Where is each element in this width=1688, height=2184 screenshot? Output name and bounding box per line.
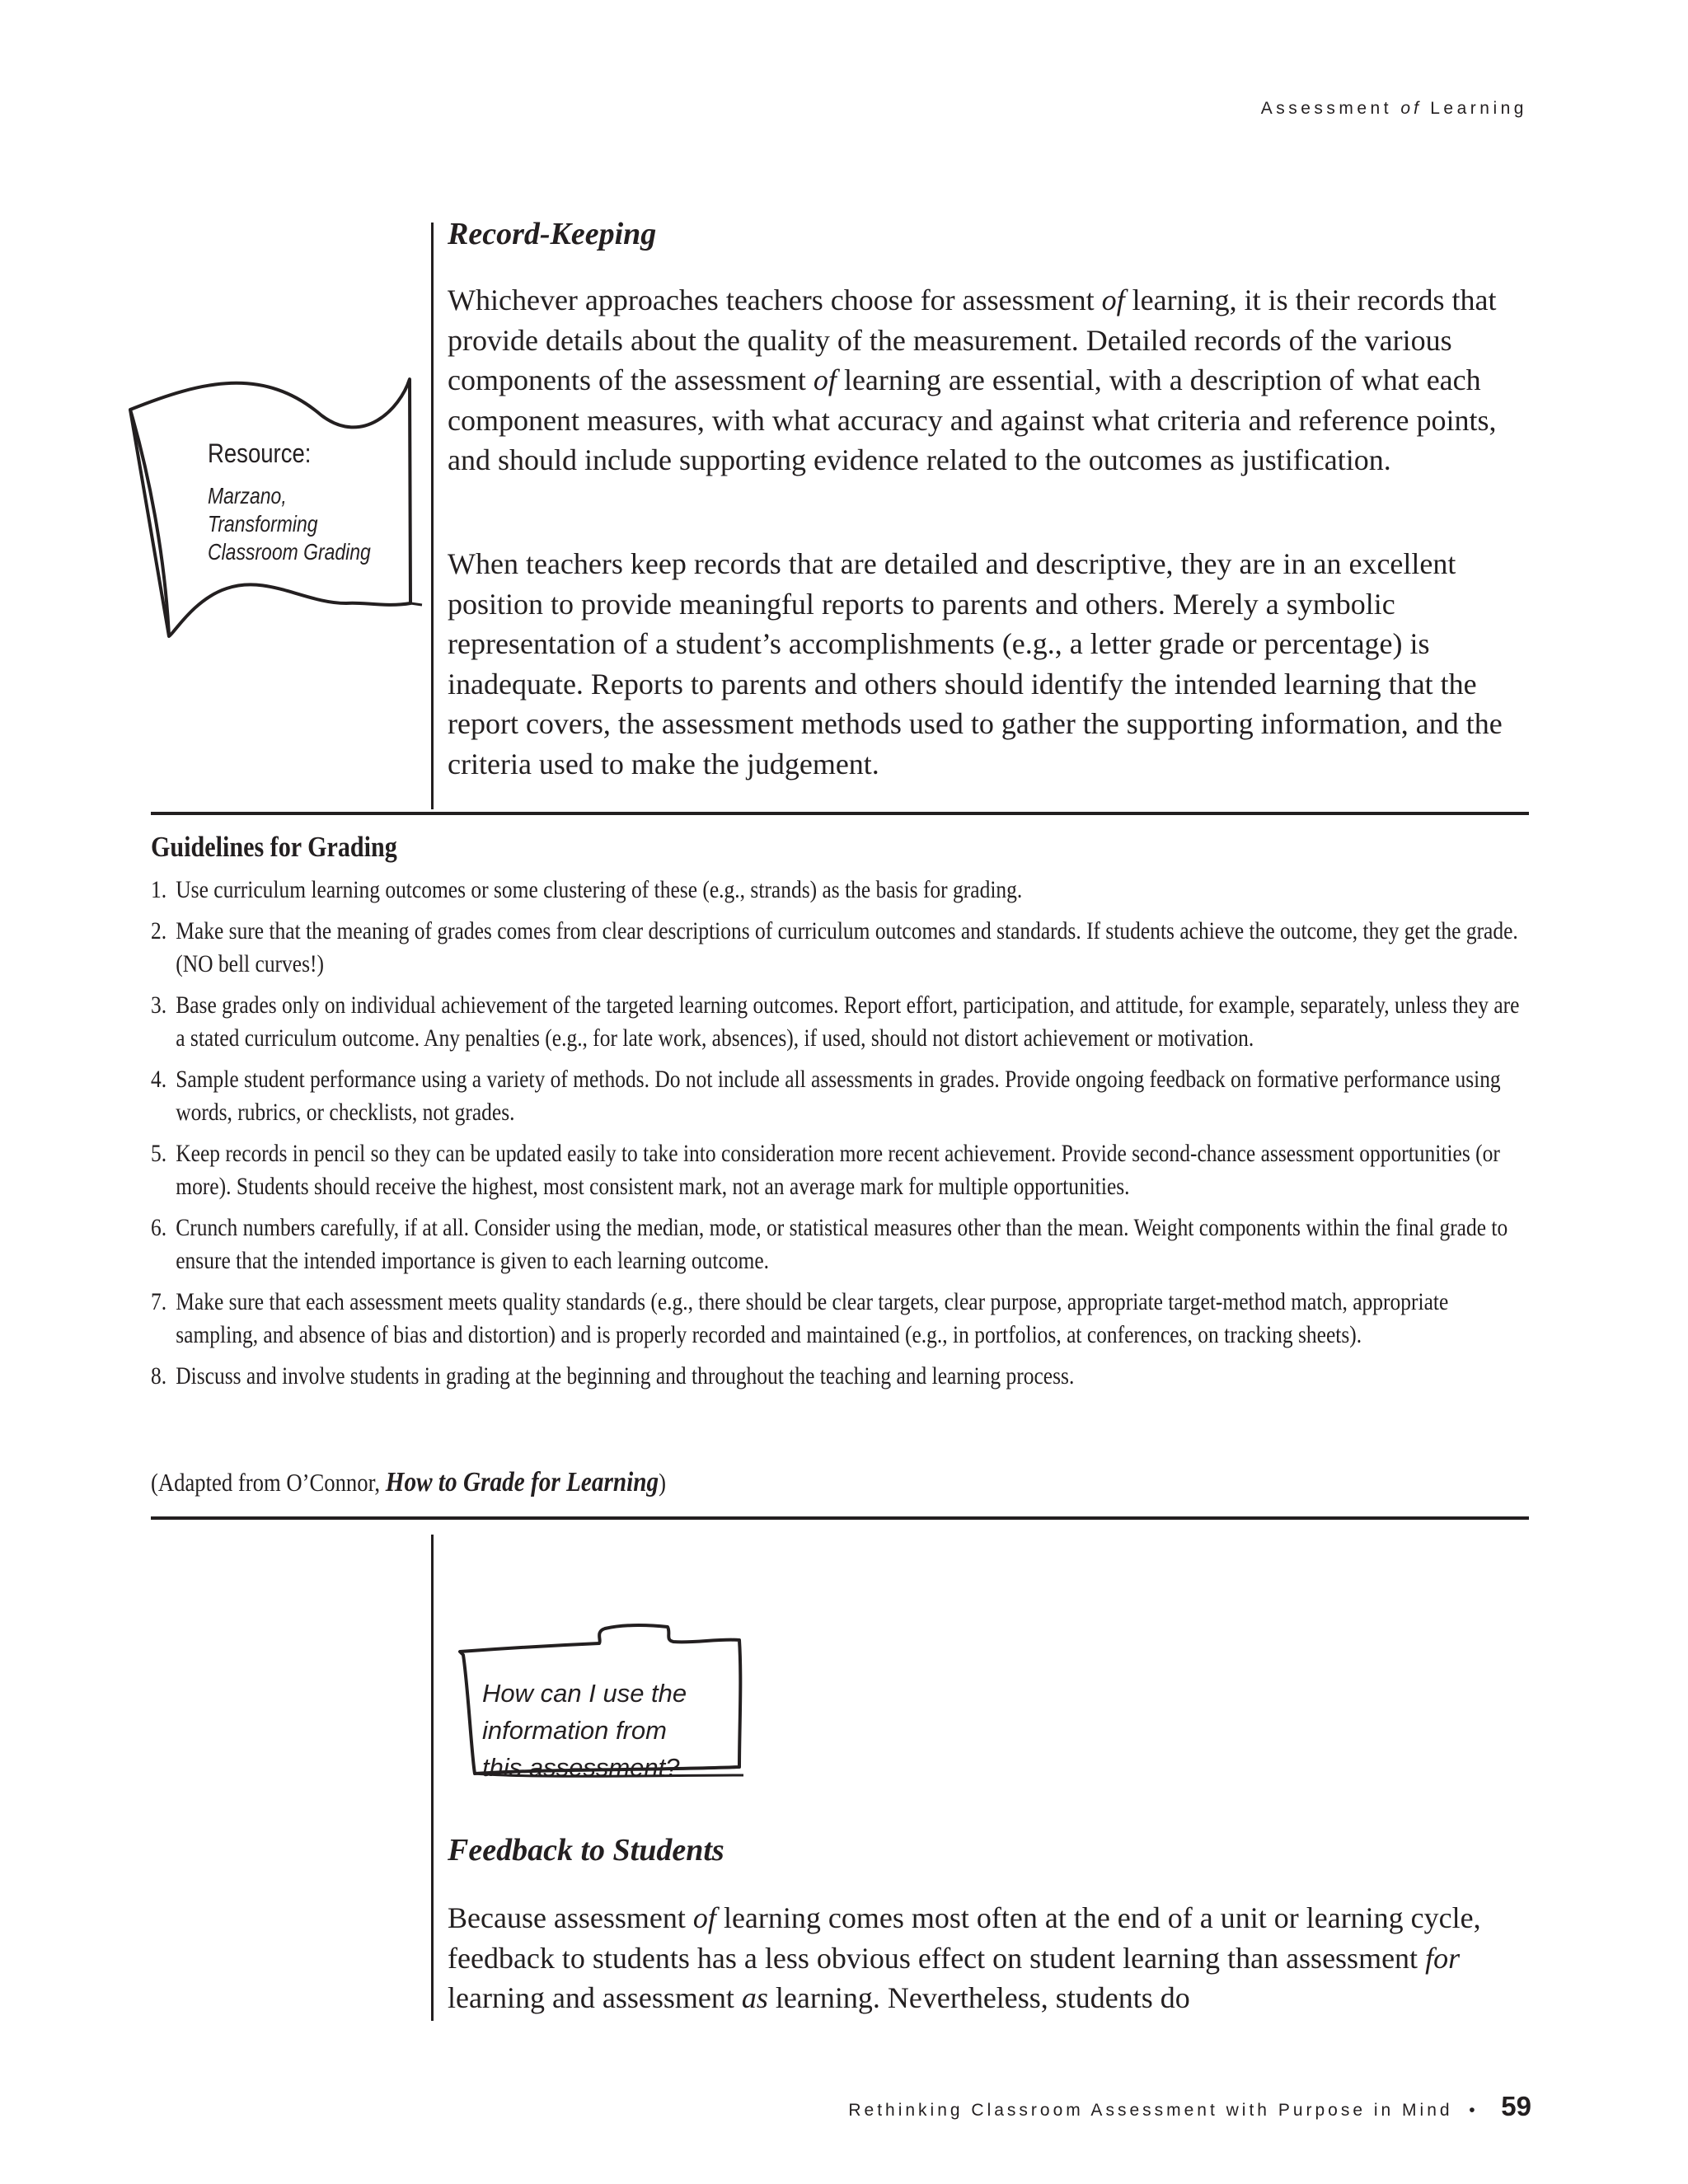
guideline-item: 6. Crunch numbers carefully, if at all. Consider using the median, mode, or statistical measures other than the mean. Weight components within the final grade to ensure that the intended importance is given to each learning outcome. (151, 1215, 1508, 1274)
guideline-item: 2. Make sure that the meaning of grades comes from clear descriptions of curriculum outcomes and standards. If students achieve the outcome, they get the grade. (NO bell curves!) (151, 918, 1518, 977)
page-number: 59 (1501, 2091, 1531, 2121)
guideline-item: 5. Keep records in pencil so they can be updated easily to take into consideration more recent achievement. Provide second-chance assessment opportunities (or more). Students should receive the highest, most consistent mark, not an average mark for multiple opportunities. (151, 1141, 1500, 1200)
guideline-item: 4. Sample student performance using a variety of methods. Do not include all assessments in grades. Provide ongoing feedback on formative performance using words, rubrics, or checklists, not grades. (151, 1066, 1501, 1126)
record-keeping-paragraph-1: Whichever approaches teachers choose for assessment of learning, it is their records that provide details about the quality of the measurement. Detailed records of the various components of the assessment of learning are essential, with a description of what each component measures, with what accuracy and against what criteria and reference points, and should include supporting evidence related to the outcomes as justification. (448, 284, 1497, 476)
record-keeping-paragraph-2: When teachers keep records that are detailed and descriptive, they are in an excellent position to provide meaningful reports to parents and others. Merely a symbolic representation of a student’s accomplishments (e.g., a letter grade or percentage) is inadequate. Reports to parents and others should identify the intended learning that the report covers, the assessment methods used to gather the supporting information, and the criteria used to make the judgement. (448, 547, 1503, 780)
guidelines-bottom-rule (151, 1516, 1529, 1520)
running-head: Assessment of Learning (1260, 99, 1527, 118)
section-heading-record-keeping: Record-Keeping (448, 217, 657, 251)
guidelines-source: (Adapted from O’Connor, How to Grade for Learning) (151, 1467, 667, 1497)
guideline-item: 7. Make sure that each assessment meets quality standards (e.g., there should be clear targets, clear purpose, appropriate target-method match, appropriate sampling, and absence of bias and distortion) and is properly recorded and maintained (e.g., in portfolios, at conferences, on tracking sheets). (151, 1289, 1449, 1348)
page-footer: Rethinking Classroom Assessment with Purpose in Mind • 59 (848, 2091, 1531, 2121)
question-bubble-text: How can I use the information from this assessment? (482, 1679, 687, 1782)
guidelines-top-rule (151, 812, 1529, 815)
resource-label: Resource: (208, 438, 312, 468)
guideline-item: 1. Use curriculum learning outcomes or some clustering of these (e.g., strands) as the basis for grading. (151, 877, 1023, 903)
guideline-item: 8. Discuss and involve students in grading at the beginning and throughout the teaching and learning process. (151, 1363, 1075, 1390)
guideline-item: 3. Base grades only on individual achievement of the targeted learning outcomes. Report effort, participation, and attitude, for example, separately, unless they are a stated curriculum outcome. Any penalties (e.g., for late work, absences), if used, should not distort achievement or motivation. (151, 992, 1520, 1052)
section-heading-feedback: Feedback to Students (448, 1833, 724, 1868)
guidelines-list (151, 874, 1529, 1401)
feedback-paragraph: Because assessment of learning comes most often at the end of a unit or learning cycle, feedback to students has a less obvious effect on student learning than assessment for learning and assessment as learning. Nevertheless, students do (448, 1901, 1481, 2014)
resource-citation: Marzano, Transforming Classroom Grading (208, 483, 371, 565)
guidelines-title: Guidelines for Grading (151, 831, 397, 863)
margin-rule-bottom (431, 1535, 434, 2021)
